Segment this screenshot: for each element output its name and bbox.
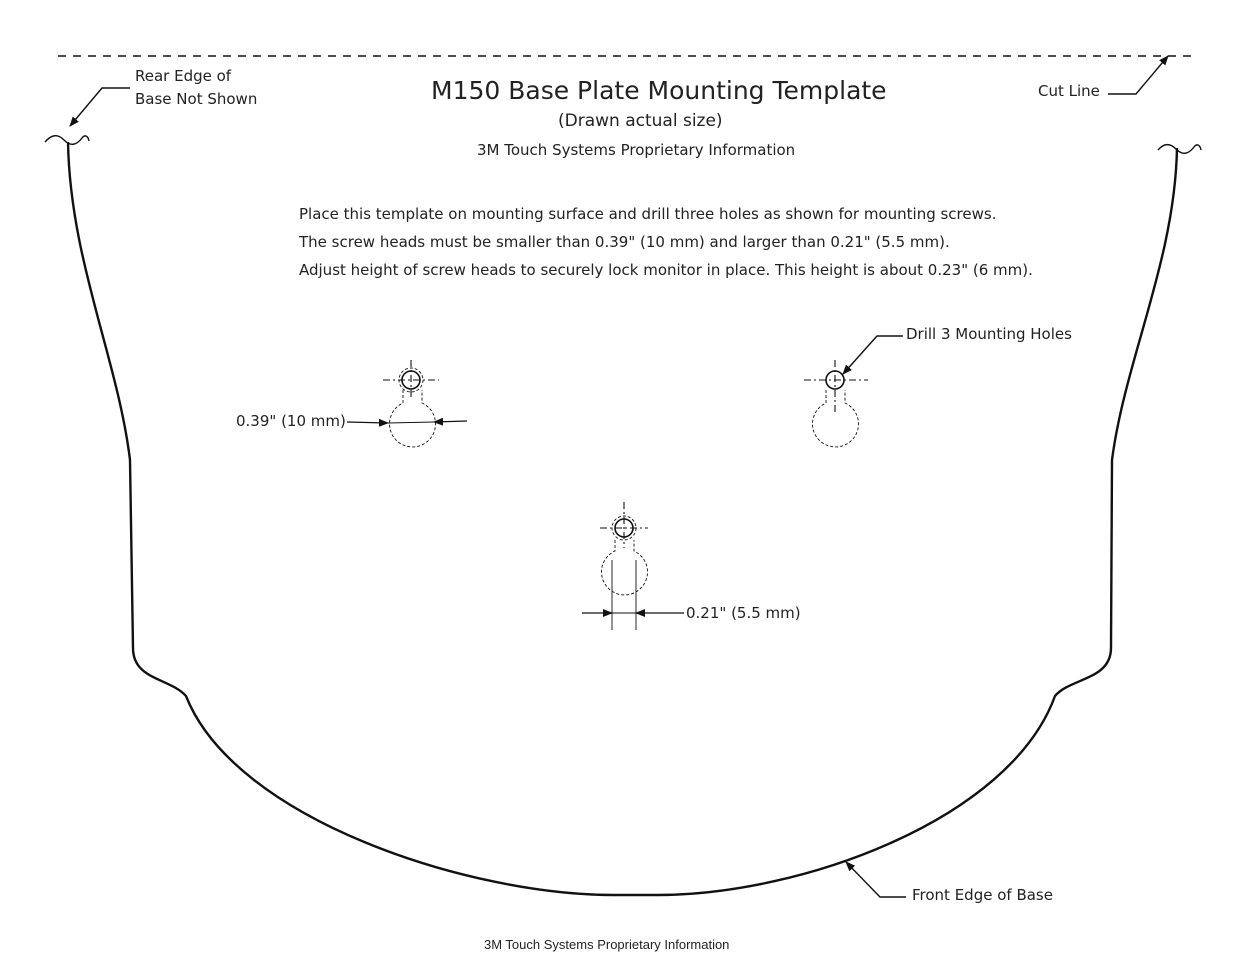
instruction-line: The screw heads must be smaller than 0.39" (10 mm) and larger than 0.21" (5.5 mm). <box>299 233 950 251</box>
rear-edge-label: Rear Edge of <box>135 67 232 85</box>
page-title: M150 Base Plate Mounting Template <box>431 76 887 105</box>
dimension-large-label: 0.39" (10 mm) <box>236 412 346 430</box>
mounting-hole-left <box>383 360 439 447</box>
rear-edge-leader <box>70 88 130 126</box>
left-break-symbol <box>45 136 89 145</box>
front-edge-leader <box>846 862 906 897</box>
mounting-hole-center <box>600 502 648 595</box>
mounting-hole-right <box>804 360 868 447</box>
page-subtitle: (Drawn actual size) <box>558 111 723 131</box>
right-break-symbol <box>1158 145 1201 154</box>
rear-edge-label: Base Not Shown <box>135 90 258 108</box>
instruction-line: Place this template on mounting surface and drill three holes as shown for mounting screws. <box>299 205 997 223</box>
dimension-small-label: 0.21" (5.5 mm) <box>686 604 801 622</box>
dimension-large <box>347 421 467 423</box>
dimension-small <box>582 560 684 630</box>
front-edge-label: Front Edge of Base <box>912 886 1053 904</box>
proprietary-notice: 3M Touch Systems Proprietary Information <box>477 141 796 159</box>
drill-holes-label: Drill 3 Mounting Holes <box>906 325 1072 343</box>
drill-holes-leader <box>843 336 903 374</box>
footer-notice: 3M Touch Systems Proprietary Information <box>484 937 730 952</box>
cut-line-leader <box>1108 56 1168 94</box>
cut-line-label: Cut Line <box>1038 82 1100 100</box>
instruction-line: Adjust height of screw heads to securely lock monitor in place. This height is about 0.23" (6 mm). <box>299 261 1033 279</box>
